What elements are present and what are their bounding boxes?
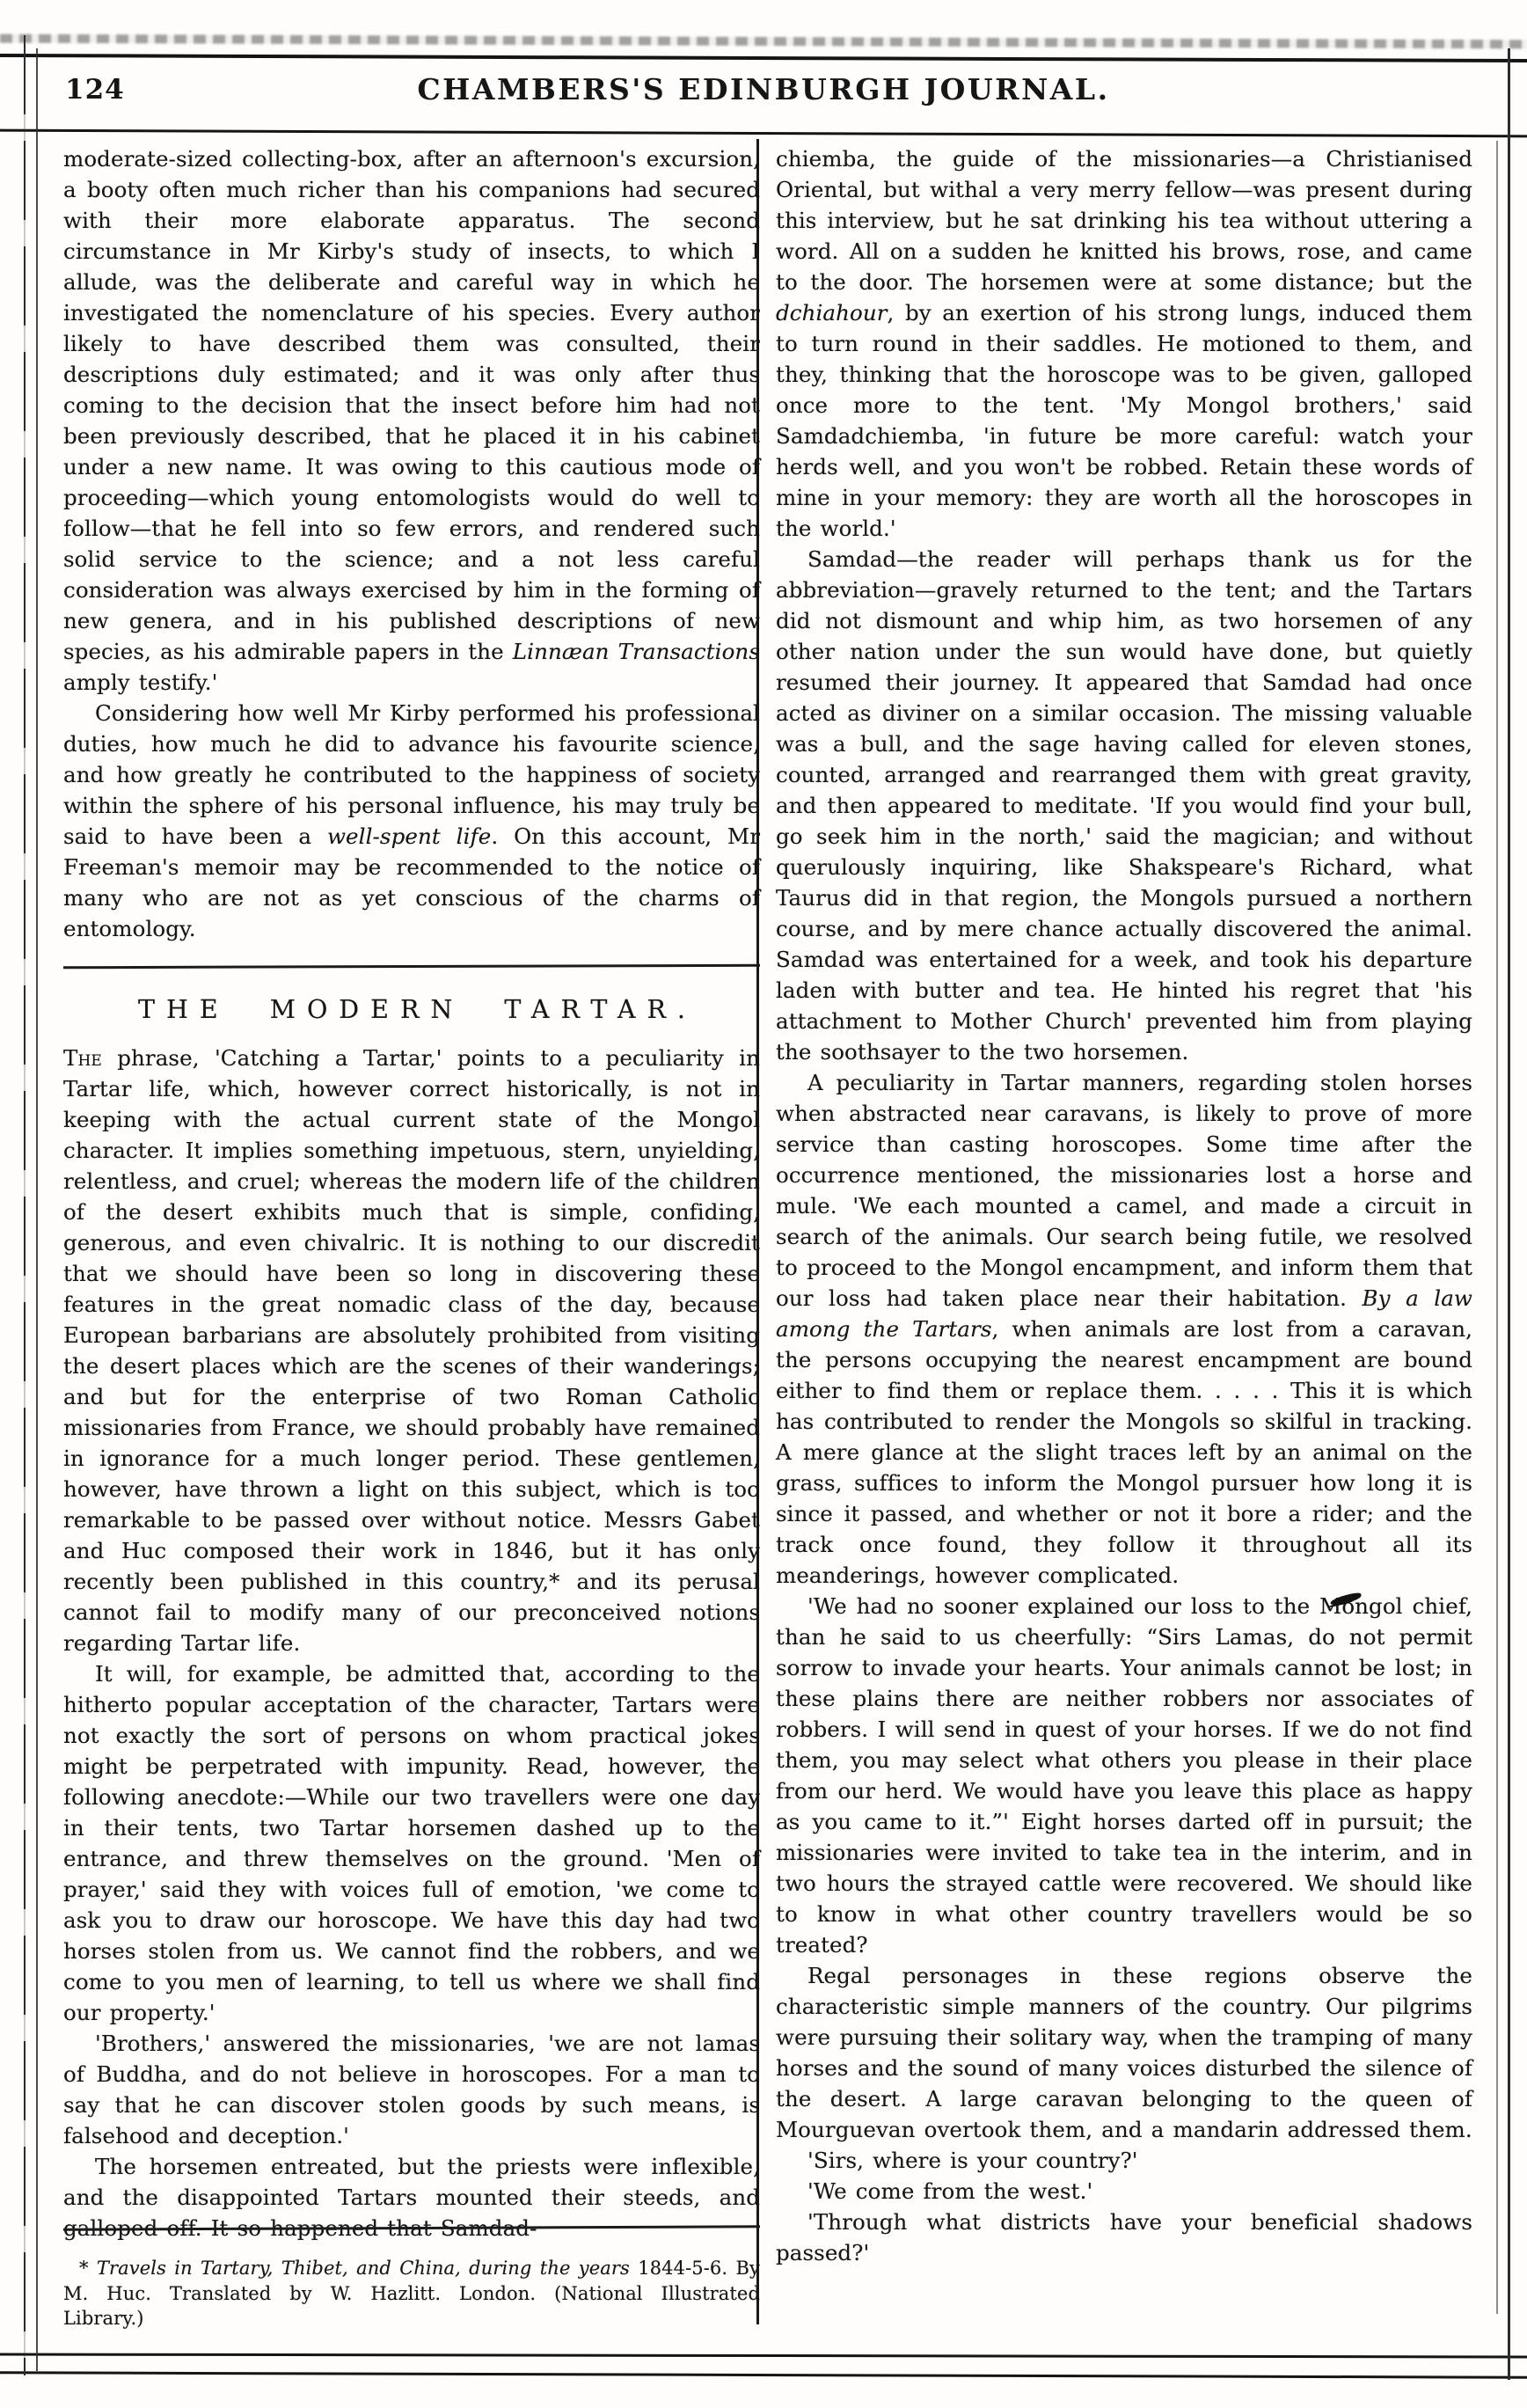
footnote-rule (63, 2225, 760, 2230)
paragraph: Considering how well Mr Kirby performed his professional duties, how much he did to advance his favourite science, and how greatly he contributed to the happiness of society within the sphere of his personal influence, his may truly be said to have been a well-spent life. On this account, Mr Freeman's memoir may be recommended to the notice of many who are not as yet conscious of the charms of entomology. (63, 700, 761, 941)
paragraph: Regal personages in these regions observe the characteristic simple manners of the country. Our pilgrims were pursuing their solitary way, when the tramping of many horses and the sound of many voices disturbed the silence of the desert. A large caravan belonging to the queen of Mourguevan overtook them, and a mandarin addressed them. (776, 1963, 1472, 2142)
footnote-block (63, 2227, 760, 2331)
journal-title: CHAMBERS'S EDINBURGH JOURNAL. (417, 72, 1110, 106)
paragraph: 'Brothers,' answered the missionaries, 'we are not lamas of Buddha, and do not believe in horoscopes. For a man to say that he can discover stolen goods by such means, is falsehood and deception.' (63, 2031, 760, 2148)
right-page-border-inner (1496, 141, 1498, 2314)
paragraph: moderate-sized collecting-box, after an afternoon's excursion, a booty often much richer than his companions had secured with their more elaborate apparatus. The second circumstance in Mr Kirby's study of insects, to which I allude, was the deliberate and careful way in which he investigated the nomenclature of his species. Every author likely to have described them was consulted, their descriptions duly estimated; and it was only after thus coming to the decision that the insect before him had not been previously described, that he placed it in his cabinet under a new name. It was owing to this cautious mode of proceeding—which young entomologists would do well to follow—that he fell into so few errors, and rendered such solid service to the science; and a not less careful consideration was always exercised by him in the forming of new genera, and in his published descriptions of new species, as his admirable papers in the Linnæan Transactions amply testify.' (63, 146, 760, 695)
paragraph: 'We come from the west.' (807, 2178, 1093, 2204)
paragraph: It will, for example, be admitted that, according to the hitherto popular acceptation of the character, Tartars were not exactly the sort of persons on whom practical jokes might be perpetrated with impunity. Read, however, the following anecdote:—While our two travellers were one day in their tents, two Tartar horsemen dashed up to the entrance, and threw themselves on the ground. 'Men of prayer,' said they with voices full of emotion, 'we come to ask you to draw our horoscope. We have this day had two horses stolen from us. We cannot find the robbers, and we come to you men of learning, to tell us where we shall find our property.' (63, 1661, 760, 2025)
left-page-border-outer (24, 35, 26, 2375)
paragraph: The phrase, 'Catching a Tartar,' points to a peculiarity in Tartar life, which, however correct historically, is not in keeping with the actual current state of the Mongol character. It implies something impetuous, stern, unyielding, relentless, and cruel; whereas the modern life of the children of the desert exhibits much that is simple, confiding, generous, and even chivalric. It is nothing to our discredit that we should have been so long in discovering these features in the great nomadic class of the day, because European barbarians are absolutely prohibited from visiting the desert places which are the scenes of their wanderings; and but for the enterprise of two Roman Catholic missionaries from France, we should probably have remained in ignorance for a much longer period. These gentlemen, however, have thrown a light on this subject, which is too remarkable to be passed over without notice. Messrs Gabet and Huc composed their work in 1846, but it has only recently been published in this country,* and its perusal cannot fail to modify many of our preconceived notions regarding Tartar life. (63, 1045, 760, 1656)
article-heading: THE MODERN TARTAR. (138, 995, 697, 1024)
bottom-outer-rule (0, 2371, 1527, 2378)
header-rule (0, 129, 1527, 138)
footnote: * Travels in Tartary, Thibet, and China, during the years 1844-5-6. By M. Huc. Translated by W. Hazlitt. London. (National Illustrated Library.) (63, 2258, 760, 2329)
small-caps-lead: The (63, 1045, 102, 1071)
paragraph: 'We had no sooner explained our loss to the Mongol chief, than he said to us cheerfully: “Sirs Lamas, do not permit sorrow to invade your hearts. Your animals cannot be lost; in these plains there are neither robbers nor associates of robbers. I will send in quest of your horses. If we do not find them, you may select what others you please in their place from our herd. We would have you leave this place as happy as you came to it.”' Eight horses darted off in pursuit; the missionaries were invited to take tea in the interim, and in two hours the strayed cattle were recovered. We should like to know in what other country travellers would be so treated? (776, 1593, 1472, 1958)
paragraph: chiemba, the guide of the missionaries—a Christianised Oriental, but withal a very merry fellow—was present during this interview, but he sat drinking his tea without uttering a word. All on a sudden he knitted his brows, rose, and came to the door. The horsemen were at some distance; but the dchiahour, by an exertion of his strong lungs, induced them to turn round in their saddles. He motioned to them, and they, thinking that the horoscope was to be given, galloped once more to the tent. 'My Mongol brothers,' said Samdadchiemba, 'in future be more careful: watch your herds well, and you won't be robbed. Retain these words of mine in your memory: they are worth all the horoscopes in the world.' (776, 146, 1472, 541)
page-number: 124 (65, 74, 125, 106)
paragraph: A peculiarity in Tartar manners, regarding stolen horses when abstracted near caravans, is likely to prove of more service than casting horoscopes. Some time after the occurrence mentioned, the missionaries lost a horse and mule. 'We each mounted a camel, and made a circuit in search of the animals. Our search being futile, we resolved to proceed to the Mongol encampment, and inform them that our loss had taken place near their habitation. By a law among the Tartars, when animals are lost from a caravan, the persons occupying the nearest encampment are bound either to find them or replace them. . . . . This it is which has contributed to render the Mongols so skilful in tracking. A mere glance at the slight traces left by an animal on the grass, suffices to inform the Mongol pursuer how long it is since it passed, and whether or not it bore a rider; and the track once found, they follow it throughout all its meanderings, however complicated. (776, 1070, 1472, 1588)
right-column (776, 143, 1472, 2268)
left-column (63, 143, 760, 2360)
scan-smudge-band (0, 34, 1527, 49)
paragraph: 'Through what districts have your beneficial shadows passed?' (776, 2209, 1472, 2265)
section-divider-rule (63, 964, 760, 969)
paragraph: 'Sirs, where is your country?' (807, 2148, 1138, 2173)
left-column-body (63, 143, 760, 2243)
top-rule (0, 54, 1527, 62)
left-page-border-inner (36, 48, 38, 2371)
paragraph: Samdad—the reader will perhaps thank us for the abbreviation—gravely returned to the tent; and the Tartars did not dismount and whip him, as two horsemen of any other nation under the sun would have done, but quietly resumed their journey. It appeared that Samdad had once acted as diviner on a similar occasion. The missing valuable was a bull, and the sage having called for eleven stones, counted, arranged and rearranged them with great gravity, and then appeared to meditate. 'If you would find your bull, go seek him in the north,' said the magician; and without querulously inquiring, like Shakspeare's Richard, what Taurus did in that region, the Mongols pursued a northern course, and by mere chance actually discovered the animal. Samdad was entertained for a week, and took his departure laden with butter and tea. He hinted his regret that 'his attachment to Mother Church' prevented him from playing the soothsayer to the two horsemen. (776, 546, 1472, 1065)
right-page-border-outer (1508, 48, 1510, 2380)
paragraph: The horsemen entreated, but the priests were inflexible, and the disappointed Tartars mounted their steeds, and galloped off. It so happened that Samdad- (63, 2154, 760, 2241)
